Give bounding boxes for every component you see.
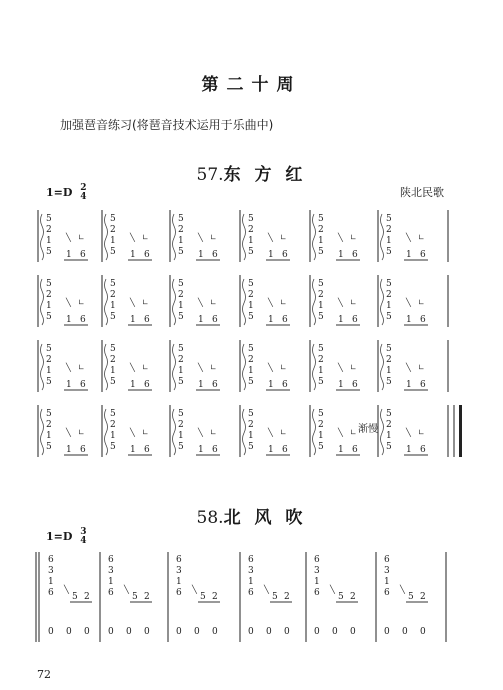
chord-note: 1 — [318, 301, 324, 311]
technique-mark: ∟ — [210, 363, 217, 372]
melody-note: 1 — [268, 445, 274, 455]
bass-rest: 0 — [332, 627, 338, 637]
chord-note: 5 — [248, 442, 254, 452]
technique-mark: ╲ — [264, 585, 269, 594]
technique-mark: ∟ — [280, 298, 287, 307]
bass-rest: 0 — [194, 627, 200, 637]
chord-note: 5 — [110, 409, 116, 419]
melody-note: 2 — [350, 592, 356, 602]
chord-note: 2 — [386, 290, 392, 300]
technique-mark: ∟ — [280, 363, 287, 372]
chord-note: 6 — [248, 588, 254, 598]
technique-mark: ╲ — [406, 363, 411, 372]
chord-note: 1 — [248, 577, 254, 587]
bass-rest: 0 — [108, 627, 114, 637]
chord-note: 5 — [110, 377, 116, 387]
melody-note: 1 — [268, 250, 274, 260]
melody-note: 5 — [272, 592, 278, 602]
piece-57-name: 东 方 红 — [223, 165, 307, 185]
chord-note: 5 — [318, 409, 324, 419]
technique-mark: ╲ — [130, 233, 135, 242]
technique-mark: ∟ — [418, 233, 425, 242]
technique-mark: ∟ — [280, 428, 287, 437]
melody-note: 6 — [144, 315, 150, 325]
chord-note: 2 — [178, 420, 184, 430]
chord-note: 2 — [46, 290, 52, 300]
arpeggio-bracket — [105, 214, 108, 260]
chord-note: 6 — [108, 588, 114, 598]
chord-note: 5 — [248, 279, 254, 289]
melody-note: 5 — [132, 592, 138, 602]
technique-mark: ╲ — [130, 363, 135, 372]
chord-note: 5 — [110, 312, 116, 322]
chord-note: 6 — [248, 555, 254, 565]
technique-mark: ∟ — [418, 363, 425, 372]
melody-note: 2 — [284, 592, 290, 602]
technique-mark: ╲ — [338, 428, 343, 437]
arpeggio-bracket — [105, 409, 108, 455]
chord-note: 5 — [178, 409, 184, 419]
technique-mark: ╲ — [330, 585, 335, 594]
melody-note: 6 — [212, 445, 218, 455]
melody-note: 6 — [352, 380, 358, 390]
melody-note: 6 — [144, 250, 150, 260]
chord-note: 6 — [314, 555, 320, 565]
week-heading: 第二十周 — [201, 75, 302, 95]
melody-note: 6 — [282, 380, 288, 390]
chord-note: 1 — [248, 366, 254, 376]
technique-mark: ∟ — [350, 298, 357, 307]
chord-note: 2 — [110, 420, 116, 430]
melody-note: 1 — [338, 445, 344, 455]
melody-note: 1 — [338, 380, 344, 390]
arpeggio-bracket — [105, 344, 108, 390]
melody-note: 5 — [200, 592, 206, 602]
chord-note: 2 — [386, 355, 392, 365]
chord-note: 6 — [48, 555, 54, 565]
melody-note: 6 — [352, 315, 358, 325]
technique-mark: ╲ — [130, 298, 135, 307]
melody-note: 1 — [130, 250, 136, 260]
chord-note: 5 — [110, 214, 116, 224]
technique-mark: ╲ — [406, 233, 411, 242]
melody-note: 1 — [130, 315, 136, 325]
melody-note: 2 — [212, 592, 218, 602]
melody-note: 6 — [144, 380, 150, 390]
arpeggio-bracket — [313, 409, 316, 455]
chord-note: 2 — [386, 420, 392, 430]
chord-note: 1 — [386, 301, 392, 311]
technique-mark: ╲ — [66, 428, 71, 437]
chord-note: 1 — [248, 301, 254, 311]
chord-note: 1 — [318, 431, 324, 441]
arpeggio-bracket — [313, 279, 316, 325]
chord-note: 5 — [178, 377, 184, 387]
chord-note: 1 — [248, 236, 254, 246]
arpeggio-bracket — [243, 344, 246, 390]
melody-note: 6 — [282, 250, 288, 260]
bass-rest: 0 — [402, 627, 408, 637]
chord-note: 5 — [178, 279, 184, 289]
chord-note: 2 — [110, 225, 116, 235]
melody-note: 1 — [338, 250, 344, 260]
chord-note: 2 — [386, 225, 392, 235]
chord-note: 1 — [46, 301, 52, 311]
technique-mark: ∟ — [210, 233, 217, 242]
chord-note: 3 — [384, 566, 390, 576]
bass-rest: 0 — [314, 627, 320, 637]
chord-note: 6 — [384, 555, 390, 565]
chord-note: 2 — [318, 355, 324, 365]
piece-57-time-signature: 2 4 — [80, 183, 87, 202]
chord-note: 1 — [178, 236, 184, 246]
melody-note: 2 — [420, 592, 426, 602]
bass-rest: 0 — [284, 627, 290, 637]
chord-note: 1 — [176, 577, 182, 587]
melody-note: 1 — [130, 445, 136, 455]
chord-note: 1 — [178, 301, 184, 311]
technique-mark: ╲ — [66, 298, 71, 307]
technique-mark: ∟ — [350, 363, 357, 372]
chord-note: 5 — [248, 247, 254, 257]
chord-note: 5 — [386, 377, 392, 387]
chord-note: 1 — [110, 236, 116, 246]
melody-note: 6 — [352, 445, 358, 455]
chord-note: 1 — [318, 366, 324, 376]
melody-note: 6 — [420, 315, 426, 325]
piece-58-number: 58. — [196, 508, 224, 528]
technique-mark: ╲ — [66, 363, 71, 372]
technique-mark: ╲ — [198, 428, 203, 437]
technique-mark: ∟ — [210, 428, 217, 437]
chord-note: 1 — [46, 236, 52, 246]
chord-note: 1 — [178, 366, 184, 376]
technique-mark: ∟ — [418, 428, 425, 437]
melody-note: 6 — [352, 250, 358, 260]
melody-note: 5 — [408, 592, 414, 602]
chord-note: 5 — [248, 214, 254, 224]
technique-mark: ∟ — [280, 233, 287, 242]
melody-note: 1 — [198, 315, 204, 325]
arpeggio-bracket — [41, 409, 44, 455]
chord-note: 1 — [46, 366, 52, 376]
chord-note: 5 — [318, 312, 324, 322]
melody-note: 6 — [420, 445, 426, 455]
technique-mark: ╲ — [406, 428, 411, 437]
chord-note: 5 — [46, 247, 52, 257]
chord-note: 5 — [46, 279, 52, 289]
melody-note: 1 — [338, 315, 344, 325]
bass-rest: 0 — [126, 627, 132, 637]
chord-note: 2 — [178, 355, 184, 365]
chord-note: 3 — [176, 566, 182, 576]
final-barline-thick — [459, 405, 462, 457]
technique-mark: ╲ — [198, 363, 203, 372]
chord-note: 2 — [318, 290, 324, 300]
chord-note: 1 — [46, 431, 52, 441]
chord-note: 1 — [386, 431, 392, 441]
piece-57-origin: 陕北民歌 — [400, 186, 444, 199]
chord-note: 5 — [386, 214, 392, 224]
melody-note: 6 — [144, 445, 150, 455]
technique-mark: ∟ — [210, 298, 217, 307]
bass-rest: 0 — [212, 627, 218, 637]
chord-note: 5 — [318, 214, 324, 224]
chord-note: 5 — [248, 377, 254, 387]
arpeggio-bracket — [381, 344, 384, 390]
chord-note: 2 — [318, 225, 324, 235]
bass-rest: 0 — [420, 627, 426, 637]
technique-mark: ╲ — [268, 428, 273, 437]
piece-58-name: 北 风 吹 — [223, 508, 307, 528]
technique-mark: ∟ — [418, 298, 425, 307]
arpeggio-bracket — [173, 409, 176, 455]
bass-rest: 0 — [266, 627, 272, 637]
chord-note: 2 — [46, 420, 52, 430]
melody-note: 1 — [66, 315, 72, 325]
chord-note: 5 — [46, 409, 52, 419]
technique-mark: ╲ — [130, 428, 135, 437]
technique-mark: ╲ — [66, 233, 71, 242]
chord-note: 5 — [46, 214, 52, 224]
melody-note: 5 — [338, 592, 344, 602]
chord-note: 5 — [178, 442, 184, 452]
chord-note: 2 — [110, 355, 116, 365]
arpeggio-bracket — [313, 214, 316, 260]
bass-rest: 0 — [248, 627, 254, 637]
bass-rest: 0 — [66, 627, 72, 637]
chord-note: 5 — [386, 409, 392, 419]
technique-mark: ∟ — [142, 363, 149, 372]
bass-rest: 0 — [176, 627, 182, 637]
bass-rest: 0 — [350, 627, 356, 637]
chord-note: 5 — [386, 312, 392, 322]
technique-mark: ∟ — [350, 428, 357, 437]
arpeggio-bracket — [313, 344, 316, 390]
chord-note: 5 — [318, 442, 324, 452]
chord-note: 2 — [248, 290, 254, 300]
technique-mark: ∟ — [78, 363, 85, 372]
arpeggio-bracket — [173, 279, 176, 325]
chord-note: 6 — [176, 555, 182, 565]
arpeggio-bracket — [381, 279, 384, 325]
chord-note: 5 — [386, 279, 392, 289]
tempo-mark: 渐慢 — [358, 424, 378, 435]
chord-note: 5 — [178, 344, 184, 354]
melody-note: 5 — [72, 592, 78, 602]
technique-mark: ∟ — [78, 428, 85, 437]
chord-note: 5 — [178, 214, 184, 224]
chord-note: 3 — [48, 566, 54, 576]
chord-note: 5 — [46, 312, 52, 322]
melody-note: 6 — [212, 315, 218, 325]
melody-note: 6 — [212, 380, 218, 390]
chord-note: 5 — [318, 247, 324, 257]
piece-57-key-label: 1=D — [46, 186, 73, 199]
chord-note: 5 — [248, 312, 254, 322]
arpeggio-bracket — [173, 344, 176, 390]
chord-note: 6 — [176, 588, 182, 598]
chord-note: 1 — [248, 431, 254, 441]
melody-note: 1 — [406, 380, 412, 390]
chord-note: 5 — [46, 344, 52, 354]
chord-note: 1 — [178, 431, 184, 441]
melody-note: 1 — [406, 315, 412, 325]
arpeggio-bracket — [243, 279, 246, 325]
arpeggio-bracket — [243, 409, 246, 455]
chord-note: 2 — [178, 290, 184, 300]
melody-note: 1 — [198, 380, 204, 390]
melody-note: 1 — [268, 315, 274, 325]
chord-note: 1 — [318, 236, 324, 246]
bass-rest: 0 — [84, 627, 90, 637]
technique-mark: ∟ — [78, 298, 85, 307]
chord-note: 2 — [248, 355, 254, 365]
chord-note: 2 — [110, 290, 116, 300]
chord-note: 1 — [386, 236, 392, 246]
chord-note: 1 — [110, 366, 116, 376]
technique-mark: ╲ — [406, 298, 411, 307]
chord-note: 2 — [178, 225, 184, 235]
chord-note: 2 — [46, 225, 52, 235]
technique-mark: ∟ — [350, 233, 357, 242]
melody-note: 6 — [420, 380, 426, 390]
piece-58-time-signature: 3 4 — [80, 527, 87, 546]
chord-note: 5 — [46, 377, 52, 387]
melody-note: 6 — [282, 445, 288, 455]
technique-mark: ╲ — [400, 585, 405, 594]
technique-mark: ╲ — [338, 363, 343, 372]
technique-mark: ╲ — [64, 585, 69, 594]
melody-note: 1 — [66, 250, 72, 260]
chord-note: 6 — [48, 588, 54, 598]
arpeggio-bracket — [41, 344, 44, 390]
piece-57-number: 57. — [196, 165, 224, 185]
chord-note: 1 — [384, 577, 390, 587]
technique-mark: ∟ — [142, 298, 149, 307]
technique-mark: ╲ — [192, 585, 197, 594]
arpeggio-bracket — [41, 279, 44, 325]
chord-note: 5 — [248, 344, 254, 354]
exercise-subtitle: 加强琶音练习(将琶音技术运用于乐曲中) — [60, 118, 274, 132]
melody-note: 6 — [80, 315, 86, 325]
bass-rest: 0 — [384, 627, 390, 637]
chord-note: 5 — [386, 247, 392, 257]
melody-note: 1 — [268, 380, 274, 390]
melody-note: 1 — [130, 380, 136, 390]
chord-note: 3 — [108, 566, 114, 576]
arpeggio-bracket — [105, 279, 108, 325]
chord-note: 1 — [48, 577, 54, 587]
technique-mark: ╲ — [198, 298, 203, 307]
melody-note: 6 — [80, 250, 86, 260]
chord-note: 6 — [384, 588, 390, 598]
chord-note: 5 — [110, 279, 116, 289]
chord-note: 5 — [386, 344, 392, 354]
melody-note: 6 — [420, 250, 426, 260]
chord-note: 5 — [110, 344, 116, 354]
technique-mark: ╲ — [338, 298, 343, 307]
chord-note: 1 — [314, 577, 320, 587]
chord-note: 5 — [110, 247, 116, 257]
melody-note: 1 — [66, 445, 72, 455]
chord-note: 5 — [178, 247, 184, 257]
melody-note: 1 — [66, 380, 72, 390]
arpeggio-bracket — [41, 214, 44, 260]
technique-mark: ∟ — [142, 233, 149, 242]
chord-note: 2 — [248, 225, 254, 235]
arpeggio-bracket — [173, 214, 176, 260]
technique-mark: ╲ — [338, 233, 343, 242]
melody-note: 6 — [80, 445, 86, 455]
melody-note: 2 — [84, 592, 90, 602]
technique-mark: ╲ — [268, 233, 273, 242]
piece-58-key-label: 1=D — [46, 530, 73, 543]
chord-note: 3 — [248, 566, 254, 576]
chord-note: 5 — [318, 377, 324, 387]
page-number: 72 — [37, 668, 51, 681]
chord-note: 5 — [110, 442, 116, 452]
chord-note: 5 — [318, 344, 324, 354]
chord-note: 1 — [110, 301, 116, 311]
chord-note: 6 — [314, 588, 320, 598]
technique-mark: ∟ — [142, 428, 149, 437]
chord-note: 1 — [386, 366, 392, 376]
technique-mark: ╲ — [268, 298, 273, 307]
bass-rest: 0 — [144, 627, 150, 637]
melody-note: 6 — [282, 315, 288, 325]
technique-mark: ╲ — [268, 363, 273, 372]
melody-note: 1 — [198, 445, 204, 455]
melody-note: 6 — [212, 250, 218, 260]
chord-note: 1 — [110, 431, 116, 441]
melody-note: 1 — [198, 250, 204, 260]
chord-note: 2 — [318, 420, 324, 430]
chord-note: 2 — [46, 355, 52, 365]
chord-note: 3 — [314, 566, 320, 576]
chord-note: 5 — [178, 312, 184, 322]
chord-note: 2 — [248, 420, 254, 430]
chord-note: 5 — [248, 409, 254, 419]
melody-note: 2 — [144, 592, 150, 602]
melody-note: 1 — [406, 250, 412, 260]
chord-note: 5 — [46, 442, 52, 452]
melody-note: 6 — [80, 380, 86, 390]
chord-note: 5 — [386, 442, 392, 452]
technique-mark: ╲ — [198, 233, 203, 242]
melody-note: 1 — [406, 445, 412, 455]
chord-note: 1 — [108, 577, 114, 587]
chord-note: 6 — [108, 555, 114, 565]
arpeggio-bracket — [381, 214, 384, 260]
bass-rest: 0 — [48, 627, 54, 637]
technique-mark: ╲ — [124, 585, 129, 594]
chord-note: 5 — [318, 279, 324, 289]
arpeggio-bracket — [381, 409, 384, 455]
arpeggio-bracket — [243, 214, 246, 260]
technique-mark: ∟ — [78, 233, 85, 242]
